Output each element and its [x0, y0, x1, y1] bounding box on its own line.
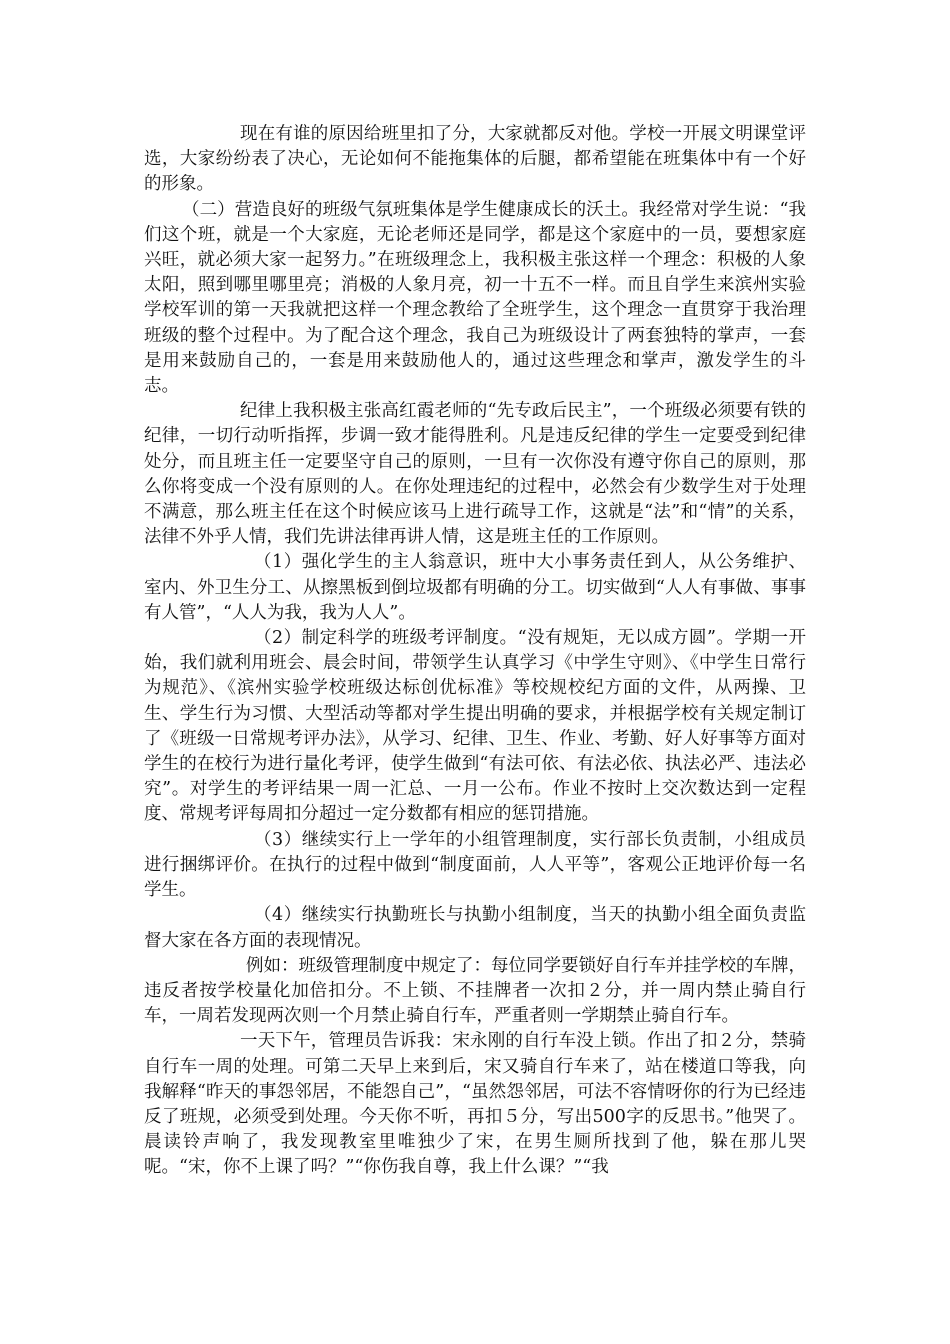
- list-item-ownership: （1）强化学生的主人翁意识，班中大小事务责任到人，从公务维护、室内、外卫生分工、从擦黑板到倒垃圾都有明确的分工。切实做到“人人有事做、事事有人管”，“人人为我，我为人人”。: [144, 552, 806, 623]
- document-page: [144, 122, 806, 1181]
- paragraph-discipline: 纪律上我积极主张高红霞老师的“先专政后民主”，一个班级必须要有铁的纪律，一切行动听指挥，步调一致才能得胜利。凡是违反纪律的学生一定要受到纪律处分，而且班主任一定要坚守自己的原则，一旦有一次你没有遵守你自己的原则，那么你将变成一个没有原则的人。在你处理违纪的过程中，必然会有少数学生对于处理不满意，那么班主任在这个时候应该马上进行疏导工作，这就是“法”和“情”的关系，法律不外乎人情，我们先讲法律再讲人情，这是班主任的工作原则。: [144, 401, 806, 548]
- paragraph-example-rule: 例如：班级管理制度中规定了：每位同学要锁好自行车并挂学校的车牌，违反者按学校量化加倍扣分。不上锁、不挂牌者一次扣２分，并一周内禁止骑自行车，一周若发现两次则一个月禁止骑自行车，严重者则一学期禁止骑自行车。: [144, 955, 806, 1027]
- paragraph-example-story: 一天下午，管理员告诉我：宋永刚的自行车没上锁。作出了扣２分，禁骑自行车一周的处理。可第二天早上来到后，宋又骑自行车来了，站在楼道口等我，向我解释“昨天的事怨邻居，不能怨自己”，“虽然怨邻居，可法不容情呀你的行为已经违反了班规，必须受到处理。今天你不听，再扣５分，写出500字的反思书。”他哭了。晨读铃声响了，我发现教室里唯独少了宋，在男生厕所找到了他，躲在那儿哭呢。“宋，你不上课了吗？”“你伤我自尊，我上什么课？”“我: [144, 1031, 806, 1178]
- paragraph-class-atmosphere: （二）营造良好的班级气氛班集体是学生健康成长的沃土。我经常对学生说：“我们这个班，就是一个大家庭，无论老师还是同学，都是这个家庭中的一员，要想家庭兴旺，就必须大家一起努力。”在班级理念上，我积极主张这样一个理念：积极的人象太阳，照到哪里哪里亮；消极的人象月亮，初一十五不一样。而且自学生来滨州实验学校军训的第一天我就把这样一个理念教给了全班学生，这个理念一直贯穿于我治理班级的整个过程中。为了配合这个理念，我自己为班级设计了两套独特的掌声，一套是用来鼓励自己的，一套是用来鼓励他人的，通过这些理念和掌声，激发学生的斗志。: [144, 199, 806, 397]
- list-item-group-management: （3）继续实行上一学年的小组管理制度，实行部长负责制，小组成员进行捆绑评价。在执行的过程中做到“制度面前，人人平等”，客观公正地评价每一名学生。: [144, 829, 806, 901]
- list-item-duty-monitor: （4）继续实行执勤班长与执勤小组制度，当天的执勤小组全面负责监督大家在各方面的表现情况。: [144, 905, 806, 951]
- list-item-evaluation-system: （2）制定科学的班级考评制度。“没有规矩，无以成方圆”。学期一开始，我们就利用班会、晨会时间，带领学生认真学习《中学生守则》、《中学生日常行为规范》、《滨州实验学校班级达标创优标准》等校规校纪方面的文件，从两操、卫生、学生行为习惯、大型活动等都对学生提出明确的要求，并根据学校有关规定制订了《班级一日常规考评办法》，从学习、纪律、卫生、作业、考勤、好人好事等方面对学生的在校行为进行量化考评，使学生做到“有法可依、有法必依、执法必严、违法必究”。对学生的考评结果一周一汇总、一月一公布。作业不按时上交次数达到一定程度、常规考评每周扣分超过一定分数都有相应的惩罚措施。: [144, 628, 806, 825]
- paragraph-class-honor: 现在有谁的原因给班里扣了分，大家就都反对他。学校一开展文明课堂评选，大家纷纷表了决心，无论如何不能拖集体的后腿，都希望能在班集体中有一个好的形象。: [144, 124, 806, 195]
